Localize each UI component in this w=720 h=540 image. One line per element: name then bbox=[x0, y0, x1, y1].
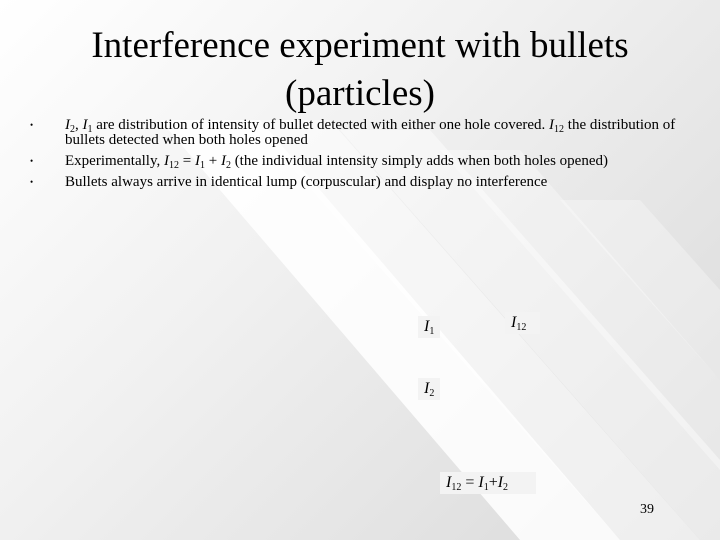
bullet-item-3 bbox=[30, 175, 680, 190]
bullet-item-1 bbox=[30, 118, 680, 148]
bullet-dot-icon: • bbox=[30, 177, 34, 187]
bullet-dot-icon: • bbox=[30, 120, 34, 130]
page-number: 39 bbox=[640, 502, 654, 517]
label-equation: $I_{12} = I_1+I_2$ bbox=[440, 472, 536, 494]
bullet-text-2: Experimentally, $I_{12} = I_1 + I_2$ (the individual intensity simply adds when both holes opened) bbox=[65, 153, 608, 171]
title-line-1: Interference experiment with bullets bbox=[91, 25, 629, 66]
bullet-text-3: Bullets always arrive in identical lump (corpuscular) and display no interference bbox=[65, 174, 548, 190]
bullet-text-1: $I_2$, $I_1$ are distribution of intensity of bullet detected with either one hole covered. $I_{12}$ the distribution of bullets detected when both holes opened bbox=[65, 117, 676, 148]
label-i2: $I_2$ bbox=[418, 378, 440, 400]
bullet-dot-icon: • bbox=[30, 156, 34, 166]
slide-title bbox=[40, 22, 680, 118]
title-line-2: (particles) bbox=[285, 73, 435, 114]
bullet-item-2 bbox=[30, 154, 680, 169]
label-i1: $I_1$ bbox=[418, 316, 440, 338]
bullet-list bbox=[30, 118, 680, 196]
label-i12: $I_{12}$ bbox=[505, 312, 540, 334]
